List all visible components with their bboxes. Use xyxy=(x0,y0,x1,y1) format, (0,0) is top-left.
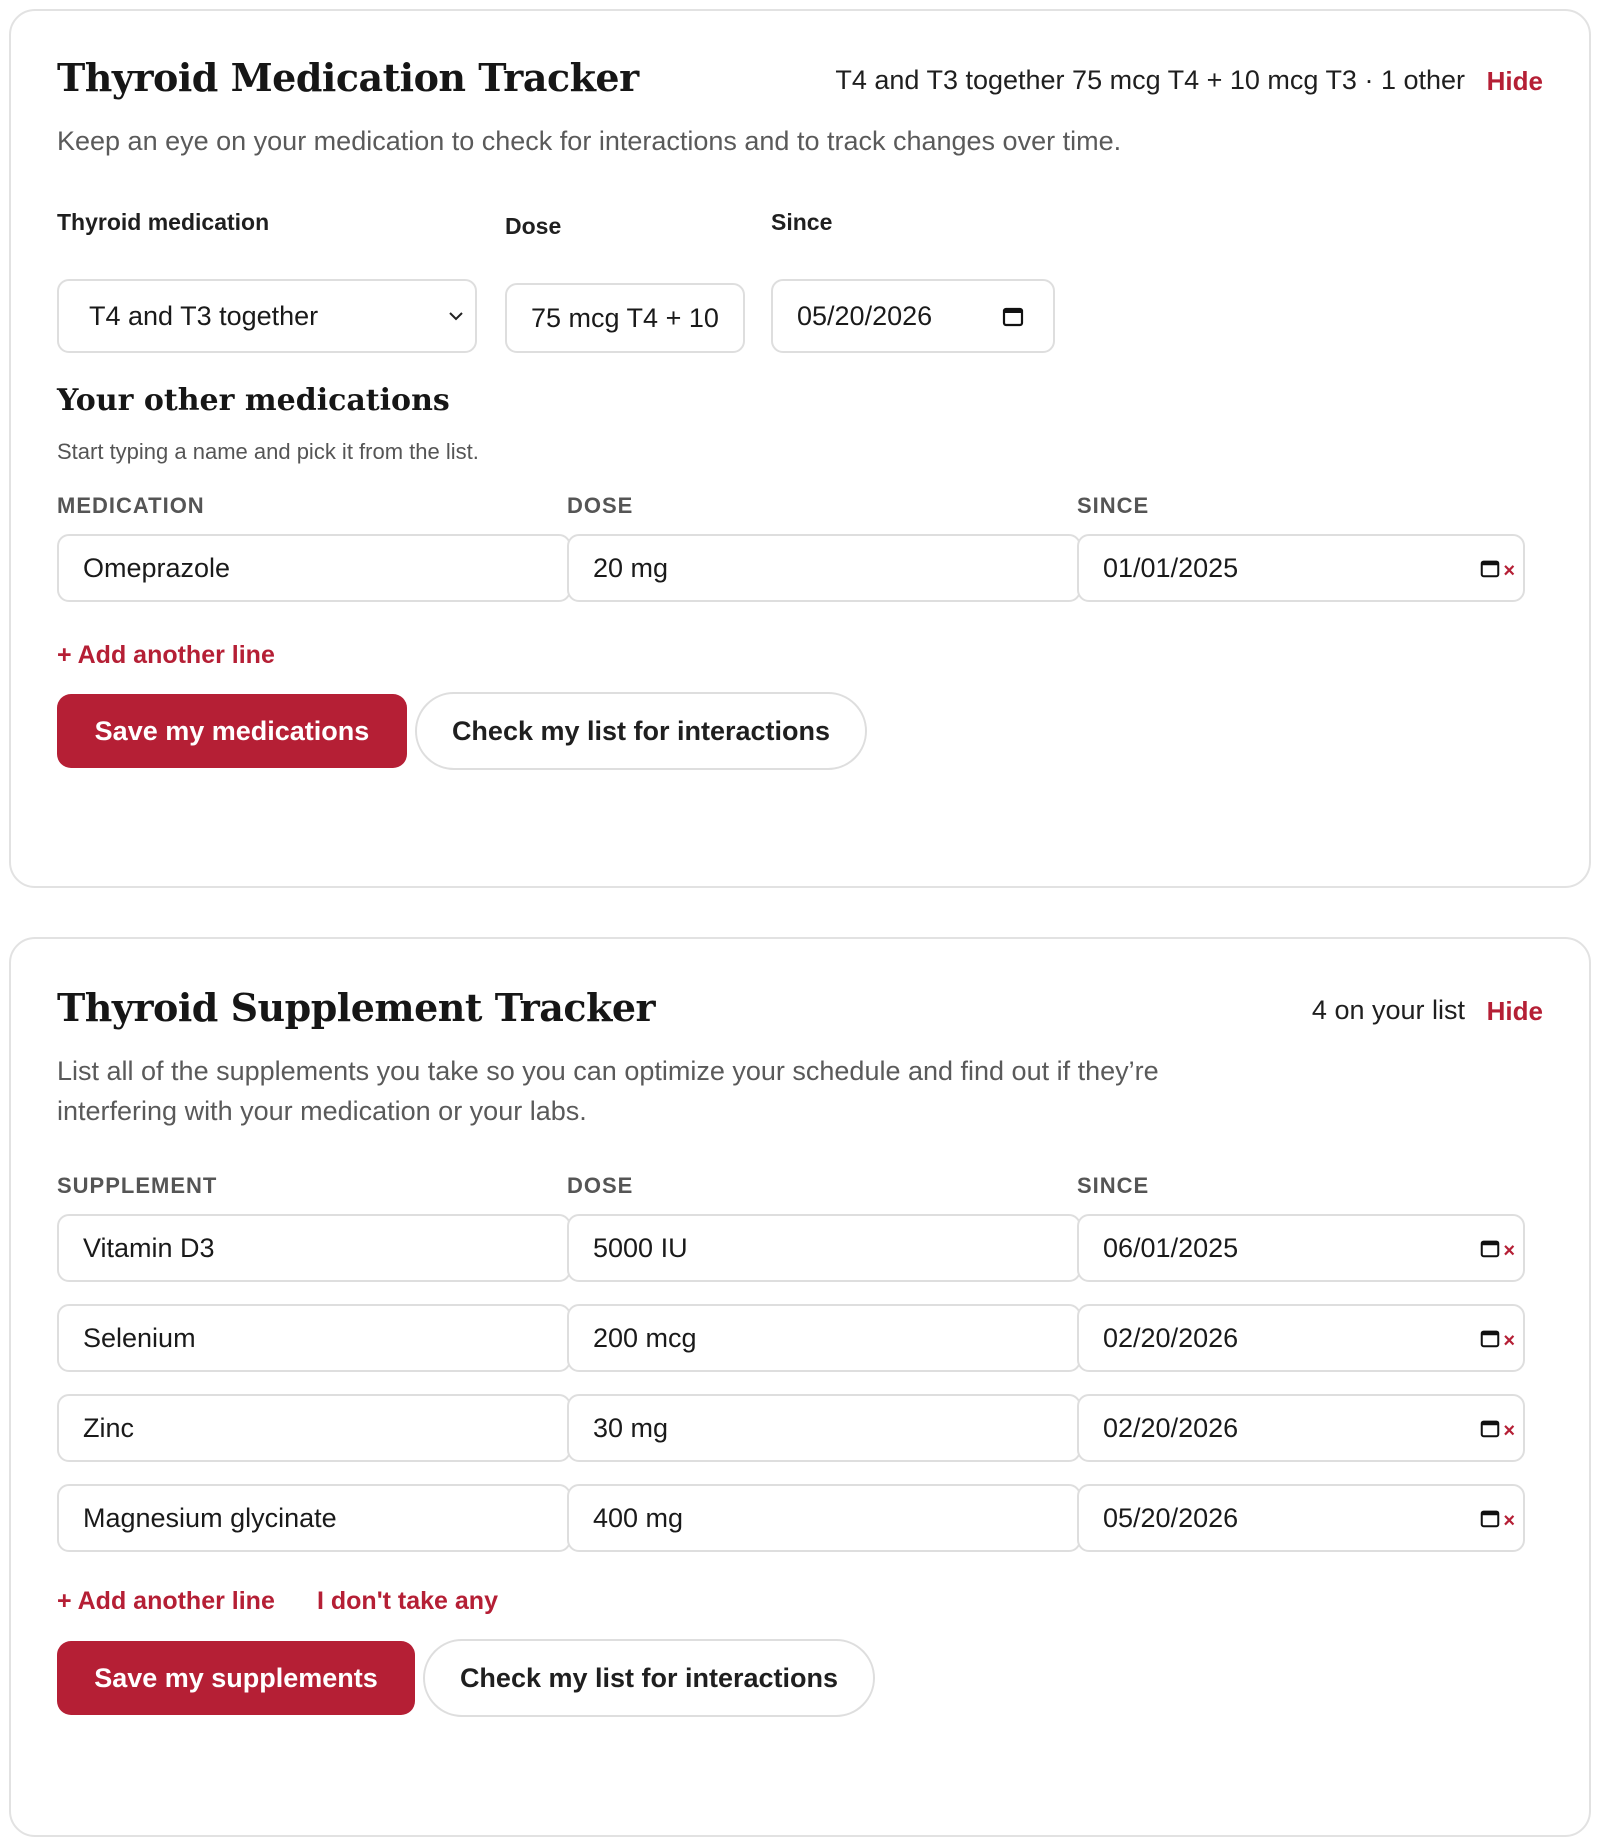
calendar-clear-control[interactable] xyxy=(1479,1216,1515,1280)
thyroid-medication-value: T4 and T3 together xyxy=(89,300,319,331)
medication-tracker-card xyxy=(9,9,1591,888)
supplement-name-input[interactable] xyxy=(57,1214,571,1282)
check-medication-interactions-button[interactable]: Check my list for interactions xyxy=(415,692,867,770)
supplement-dose-input[interactable] xyxy=(567,1394,1081,1462)
clear-x-icon[interactable]: × xyxy=(1503,1420,1515,1442)
supplement-summary: 4 on your list xyxy=(1311,995,1465,1025)
medication-name-input[interactable] xyxy=(57,534,571,602)
medication-summary: T4 and T3 together 75 mcg T4 + 10 mcg T3 · 1 other xyxy=(835,65,1465,95)
supplement-dose-value: 30 mg xyxy=(593,1412,669,1443)
supplement-tracker-title: Thyroid Supplement Tracker xyxy=(57,985,656,1030)
supplement-dose-value: 200 mcg xyxy=(593,1322,697,1353)
column-header-dose: DOSE xyxy=(567,1173,634,1198)
calendar-clear-control[interactable] xyxy=(1479,1306,1515,1370)
column-header-supplement: SUPPLEMENT xyxy=(57,1173,218,1198)
clear-x-icon[interactable]: × xyxy=(1503,1240,1515,1262)
clear-x-icon[interactable]: × xyxy=(1503,1330,1515,1352)
column-header-since: SINCE xyxy=(1077,493,1150,518)
supplement-since-value: 05/20/2026 xyxy=(1103,1502,1239,1533)
hide-supplement-tracker-button[interactable]: Hide xyxy=(1486,996,1543,1026)
supplement-name-value: Magnesium glycinate xyxy=(83,1502,337,1533)
supplement-name-value: Selenium xyxy=(83,1322,196,1353)
thyroid-dose-value: 75 mcg T4 + 10 xyxy=(531,302,719,333)
thyroid-since-value: 05/20/2026 xyxy=(797,300,933,331)
chevron-down-icon xyxy=(447,281,465,351)
supplement-since-input[interactable] xyxy=(1077,1214,1525,1282)
supplement-tracker-card xyxy=(9,937,1591,1837)
column-header-medication: MEDICATION xyxy=(57,493,205,518)
medication-since-value: 01/01/2025 xyxy=(1103,552,1239,583)
calendar-clear-control[interactable] xyxy=(1479,536,1515,600)
supplement-name-value: Vitamin D3 xyxy=(83,1232,215,1263)
medication-dose-value: 20 mg xyxy=(593,552,669,583)
medication-name-value: Omeprazole xyxy=(83,552,231,583)
calendar-icon[interactable] xyxy=(1479,1507,1501,1529)
supplement-since-input[interactable] xyxy=(1077,1394,1525,1462)
supplement-dose-input[interactable] xyxy=(567,1484,1081,1552)
medication-dose-input[interactable] xyxy=(567,534,1081,602)
supplement-name-input[interactable] xyxy=(57,1484,571,1552)
supplement-tracker-description: List all of the supplements you take so you can optimize your schedule and find out if they’re interfering with your medication or your labs. xyxy=(57,1056,1159,1126)
supplement-since-input[interactable] xyxy=(1077,1304,1525,1372)
supplement-dose-input[interactable] xyxy=(567,1214,1081,1282)
check-supplement-interactions-button[interactable]: Check my list for interactions xyxy=(423,1639,875,1717)
clear-x-icon[interactable]: × xyxy=(1503,1510,1515,1532)
other-medications-title: Your other medications xyxy=(57,383,450,418)
hide-medication-tracker-button[interactable]: Hide xyxy=(1486,66,1543,96)
other-medications-hint: Start typing a name and pick it from the list. xyxy=(57,439,479,464)
no-supplements-button[interactable]: I don't take any xyxy=(317,1587,498,1615)
add-supplement-line-button[interactable]: + Add another line xyxy=(57,1587,275,1615)
column-header-since: SINCE xyxy=(1077,1173,1150,1198)
supplement-since-value: 06/01/2025 xyxy=(1103,1232,1239,1263)
medication-since-input[interactable] xyxy=(1077,534,1525,602)
calendar-icon[interactable] xyxy=(1479,1417,1501,1439)
supplement-dose-value: 5000 IU xyxy=(593,1232,688,1263)
calendar-icon[interactable] xyxy=(1479,1327,1501,1349)
calendar-icon[interactable] xyxy=(1479,557,1501,579)
add-medication-line-button[interactable]: + Add another line xyxy=(57,641,275,669)
supplement-dose-value: 400 mg xyxy=(593,1502,684,1533)
thyroid-since-date-input[interactable] xyxy=(771,279,1055,353)
supplement-since-value: 02/20/2026 xyxy=(1103,1322,1239,1353)
supplement-name-input[interactable] xyxy=(57,1304,571,1372)
save-supplements-button[interactable]: Save my supplements xyxy=(57,1641,415,1715)
save-medications-button[interactable]: Save my medications xyxy=(57,694,407,768)
thyroid-dose-input[interactable] xyxy=(505,283,745,353)
supplement-since-value: 02/20/2026 xyxy=(1103,1412,1239,1443)
calendar-clear-control[interactable] xyxy=(1479,1396,1515,1460)
medication-tracker-description: Keep an eye on your medication to check for interactions and to track changes over time. xyxy=(57,126,1122,156)
since-label: Since xyxy=(771,209,833,235)
calendar-icon[interactable] xyxy=(1001,281,1025,351)
column-header-dose: DOSE xyxy=(567,493,634,518)
clear-x-icon[interactable]: × xyxy=(1503,560,1515,582)
calendar-clear-control[interactable] xyxy=(1479,1486,1515,1550)
medication-tracker-title: Thyroid Medication Tracker xyxy=(57,55,639,100)
thyroid-medication-label: Thyroid medication xyxy=(57,209,270,235)
dose-label: Dose xyxy=(505,213,562,239)
supplement-name-input[interactable] xyxy=(57,1394,571,1462)
supplement-name-value: Zinc xyxy=(83,1412,135,1443)
supplement-since-input[interactable] xyxy=(1077,1484,1525,1552)
supplement-dose-input[interactable] xyxy=(567,1304,1081,1372)
thyroid-medication-select[interactable] xyxy=(57,279,477,353)
calendar-icon[interactable] xyxy=(1479,1237,1501,1259)
